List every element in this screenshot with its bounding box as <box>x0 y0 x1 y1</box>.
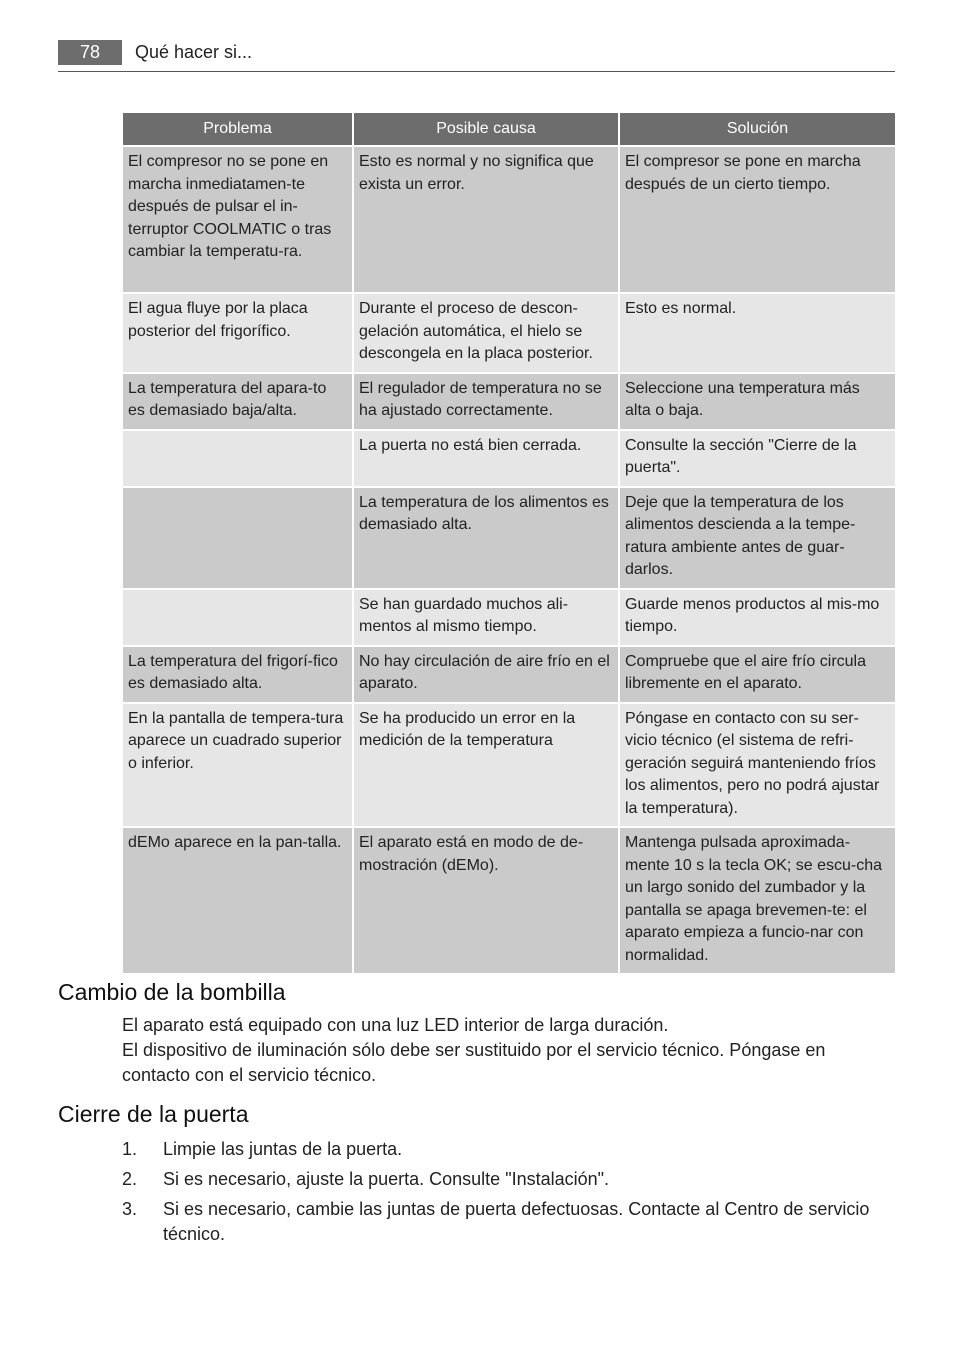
table-row <box>123 828 895 973</box>
table-row <box>123 147 895 292</box>
section-title-door: Cierre de la puerta <box>58 1101 249 1127</box>
cell-cause: No hay circulación de aire frío en el aparato. <box>354 647 618 702</box>
cell-solution: Guarde menos productos al mis-mo tiempo. <box>620 590 895 645</box>
cell-solution: Seleccione una temperatura más alta o baja. <box>620 374 895 429</box>
table-row <box>123 294 895 372</box>
cell-cause: El aparato está en modo de de-mostración (dEMo). <box>354 828 618 973</box>
cell-problem: dEMo aparece en la pan-talla. <box>123 828 352 973</box>
cell-cause: Se ha producido un error en la medición de la temperatura <box>354 704 618 827</box>
page-number: 78 <box>58 40 122 65</box>
table-row <box>123 431 895 486</box>
cell-cause: Durante el proceso de descon-gelación automática, el hielo se descongela en la placa posterior. <box>354 294 618 372</box>
list-item <box>122 1167 894 1192</box>
column-header-cause: Posible causa <box>354 113 618 145</box>
cell-solution: Consulte la sección "Cierre de la puerta". <box>620 431 895 486</box>
table-row <box>123 488 895 588</box>
running-head-title: Qué hacer si... <box>135 42 253 62</box>
table-row <box>123 374 895 429</box>
section-title-bulb: Cambio de la bombilla <box>58 979 286 1005</box>
bulb-paragraph-1: El aparato está equipado con una luz LED interior de larga duración. <box>122 1015 669 1035</box>
cell-cause: La temperatura de los alimentos es demasiado alta. <box>354 488 618 588</box>
cell-cause: Se han guardado muchos ali-mentos al mismo tiempo. <box>354 590 618 645</box>
cell-cause: Esto es normal y no significa que exista un error. <box>354 147 618 292</box>
cell-problem <box>123 431 352 486</box>
cell-problem: La temperatura del frigorí-fico es demasiado alta. <box>123 647 352 702</box>
cell-solution: Deje que la temperatura de los alimentos descienda a la tempe-ratura ambiente antes de guar-darlos. <box>620 488 895 588</box>
cell-problem <box>123 590 352 645</box>
step-number: 2. <box>122 1169 138 1189</box>
cell-problem <box>123 488 352 588</box>
column-header-problem: Problema <box>123 113 352 145</box>
cell-problem: El compresor no se pone en marcha inmediatamen-te después de pulsar el in-terruptor COOLMATIC o tras cambiar la temperatu-ra. <box>123 147 352 292</box>
cell-solution: Mantenga pulsada aproximada-mente 10 s la tecla OK; se escu-cha un largo sonido del zumbador y la pantalla se apaga brevemen-te: el aparato empieza a funcio-nar con normalidad. <box>620 828 895 973</box>
cell-solution: Póngase en contacto con su ser-vicio técnico (el sistema de refri-geración seguirá manteniendo fríos los alimentos, pero no podrá ajustar la temperatura). <box>620 704 895 827</box>
door-steps-list <box>122 1137 894 1252</box>
step-text: Si es necesario, cambie las juntas de puerta defectuosas. Contacte al Centro de servicio técnico. <box>163 1199 870 1244</box>
table-row <box>123 647 895 702</box>
step-text: Limpie las juntas de la puerta. <box>163 1139 403 1159</box>
table-row <box>123 704 895 827</box>
cell-solution: El compresor se pone en marcha después de un cierto tiempo. <box>620 147 895 292</box>
page-header <box>58 40 895 72</box>
cell-solution: Esto es normal. <box>620 294 895 372</box>
bulb-paragraph-2: El dispositivo de iluminación sólo debe ser sustituido por el servicio técnico. Póngase en contacto con el servicio técnico. <box>122 1040 826 1085</box>
cell-problem: El agua fluye por la placa posterior del frigorífico. <box>123 294 352 372</box>
step-number: 1. <box>122 1139 138 1159</box>
cell-cause: La puerta no está bien cerrada. <box>354 431 618 486</box>
step-number: 3. <box>122 1199 138 1219</box>
cell-problem: La temperatura del apara-to es demasiado baja/alta. <box>123 374 352 429</box>
cell-solution: Compruebe que el aire frío circula libremente en el aparato. <box>620 647 895 702</box>
step-text: Si es necesario, ajuste la puerta. Consulte "Instalación". <box>163 1169 610 1189</box>
table-row <box>123 590 895 645</box>
list-item <box>122 1197 894 1247</box>
column-header-solution: Solución <box>620 113 895 145</box>
list-item <box>122 1137 894 1162</box>
cell-problem: En la pantalla de tempera-tura aparece un cuadrado superior o inferior. <box>123 704 352 827</box>
troubleshooting-table <box>121 111 897 975</box>
cell-cause: El regulador de temperatura no se ha ajustado correctamente. <box>354 374 618 429</box>
table-header-row <box>123 113 895 145</box>
